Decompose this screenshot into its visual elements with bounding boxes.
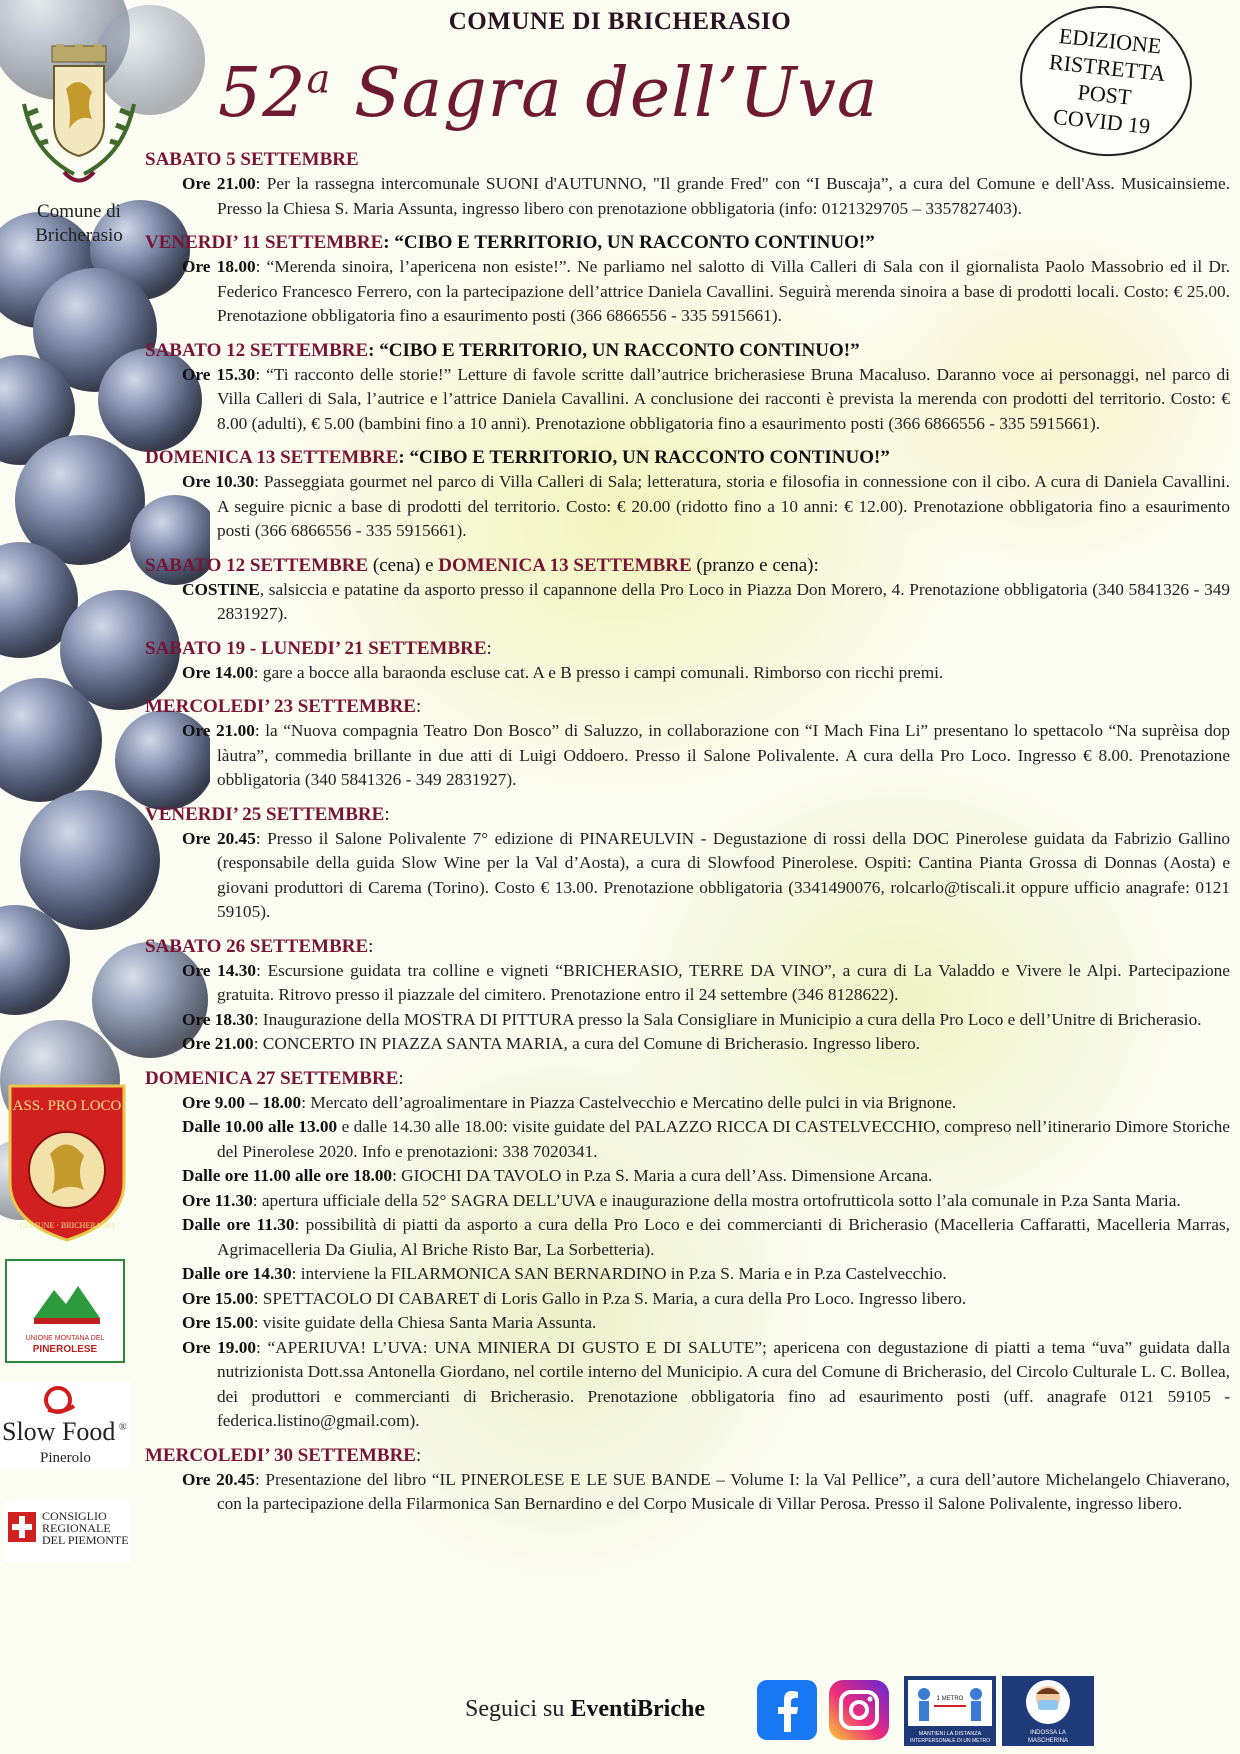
event-item — [147, 363, 1230, 437]
event-day — [145, 935, 1230, 1057]
event-description: : apertura ufficiale della 52° SAGRA DELL’UVA e inaugurazione della mostra ortofrutticola sotto l’ala comunale in P.za Santa Maria. — [252, 1190, 1181, 1210]
event-time: Ore 19.00 — [182, 1337, 257, 1357]
event-item — [147, 1336, 1230, 1434]
event-time: Ore 18.30 — [182, 1009, 254, 1029]
event-day-date: SABATO 19 - LUNEDI’ 21 SETTEMBRE — [145, 637, 487, 659]
event-program — [145, 148, 1230, 1527]
event-item — [147, 1468, 1230, 1517]
event-day-heading — [145, 231, 1230, 255]
event-time: Ore 15.30 — [182, 364, 256, 384]
event-day-note: : — [415, 1444, 422, 1466]
title-number: 52 — [218, 54, 307, 133]
event-day-heading — [145, 446, 1230, 470]
crest-label-line: Bricherasio — [35, 225, 123, 246]
event-item — [147, 255, 1230, 329]
event-day-heading — [145, 1444, 1230, 1468]
event-day-date: DOMENICA 13 SETTEMBRE — [145, 447, 399, 468]
crest-label-line: Comune di — [37, 201, 121, 222]
event-day-date: SABATO 26 SETTEMBRE — [145, 935, 369, 957]
event-day — [145, 1067, 1230, 1434]
proloco-logo — [6, 1082, 128, 1244]
event-day-note: : — [398, 1067, 404, 1089]
event-time: Ore 21.00 — [182, 1034, 254, 1053]
event-description: : visite guidate della Chiesa Santa Maria Assunta. — [253, 1313, 597, 1332]
proloco-logo-text: COMUNE · BRICHERASIO — [19, 1221, 115, 1230]
crest-label — [10, 200, 148, 248]
page-title — [218, 54, 1018, 133]
event-item — [147, 172, 1230, 221]
event-day-note: (pranzo e cena): — [691, 554, 819, 576]
event-day-note: : — [486, 637, 492, 659]
event-time: Dalle ore 11.30 — [182, 1215, 295, 1234]
distance-icon-text: INTERPERSONALE DI UN METRO — [909, 1738, 991, 1744]
event-day — [145, 803, 1230, 925]
event-description: : GIOCHI DA TAVOLO in P.za S. Maria a cura dell’Ass. Dimensione Arcana. — [392, 1166, 933, 1185]
unione-logo-text: PINEROLESE — [32, 1344, 98, 1355]
stamp-line: RISTRETTA — [1048, 49, 1167, 87]
event-item — [147, 1262, 1230, 1287]
event-day-heading — [145, 637, 1230, 661]
unione-montana-logo — [4, 1258, 126, 1364]
title-text: Sagra dell’Uva — [331, 54, 879, 133]
event-time: Ore 20.45 — [182, 1469, 255, 1489]
event-time: Ore 18.00 — [182, 257, 256, 276]
event-description: : SPETTACOLO DI CABARET di Loris Gallo in P.za S. Maria, a cura della Pro Loco. Ingresso libero. — [253, 1288, 967, 1308]
event-item — [147, 1032, 1230, 1057]
event-time: Ore 15.00 — [182, 1288, 254, 1308]
event-day-theme: : “CIBO E TERRITORIO, UN RACCONTO CONTINUO!” — [383, 232, 875, 253]
event-day — [145, 446, 1230, 544]
event-time: Dalle ore 11.00 alle ore 18.00 — [182, 1166, 393, 1185]
event-description: : Inaugurazione della MOSTRA DI PITTURA presso la Sala Consigliare in Municipio a cura della Pro Loco e dell’Unitre di Bricherasio. — [253, 1009, 1202, 1029]
event-day-date: DOMENICA 13 SETTEMBRE — [438, 554, 692, 576]
event-day-heading — [145, 1067, 1230, 1091]
event-item — [147, 661, 1230, 686]
event-day-date: MERCOLEDI’ 23 SETTEMBRE — [145, 696, 416, 717]
follow-us-text — [465, 1696, 705, 1723]
event-day-date: VENERDI’ 25 SETTEMBRE — [145, 803, 385, 825]
facebook-icon[interactable] — [757, 1680, 817, 1740]
event-time: Ore 20.45 — [182, 828, 256, 848]
event-day-note: : — [368, 935, 374, 957]
slowfood-logo-text: Slow Food — [2, 1417, 116, 1446]
event-day-heading — [145, 695, 1230, 719]
event-day-note: : — [384, 803, 390, 825]
event-day-heading — [145, 148, 1230, 172]
event-day — [145, 637, 1230, 686]
event-day-heading — [145, 803, 1230, 827]
event-time: Dalle 10.00 alle 13.00 — [182, 1117, 338, 1136]
event-day-heading — [145, 935, 1230, 959]
event-day-date: SABATO 5 SETTEMBRE — [145, 149, 359, 170]
event-item — [147, 1008, 1230, 1033]
stamp-line: POST — [1076, 79, 1133, 110]
event-description: : gare a bocce alla baraonda escluse cat. A e B presso i campi comunali. Rimborso con ricchi premi. — [253, 662, 944, 682]
event-item — [147, 470, 1230, 544]
mask-icon-text: MASCHERINA — [1027, 1738, 1069, 1744]
event-time: Ore 14.30 — [182, 960, 257, 980]
event-day-theme: : “CIBO E TERRITORIO, UN RACCONTO CONTINUO!” — [368, 339, 860, 361]
mask-icon-text: INDOSSA LA — [1030, 1730, 1066, 1736]
event-day — [145, 695, 1230, 793]
consiglio-logo-text: REGIONALE — [42, 1521, 111, 1535]
event-item — [147, 1213, 1230, 1262]
event-day-date: SABATO 12 SETTEMBRE — [145, 554, 369, 576]
stamp-line: EDIZIONE — [1057, 22, 1163, 59]
event-day-note: (cena) e — [368, 554, 439, 576]
event-time: Ore 10.30 — [182, 472, 255, 491]
consiglio-logo-text: DEL PIEMONTE — [42, 1533, 129, 1547]
event-description: e dalle 14.30 alle 18.00: visite guidate del PALAZZO RICCA DI CASTELVECCHIO, compreso nell’itinerario Dimore Storiche del Pinerolese 2020. Info e prenotazioni: 338 7020341. — [217, 1117, 1230, 1161]
slowfood-logo-text: ® — [119, 1422, 127, 1433]
event-day — [145, 1444, 1230, 1517]
event-day — [145, 339, 1230, 437]
comune-header: COMUNE DI BRICHERASIO — [448, 8, 792, 35]
distance-icon — [904, 1676, 996, 1746]
event-item — [147, 1164, 1230, 1189]
event-time: Ore 21.00 — [182, 174, 256, 193]
event-item — [147, 578, 1230, 627]
proloco-logo-text: ASS. PRO LOCO — [12, 1098, 122, 1114]
event-time: Ore 21.00 — [182, 721, 255, 740]
comune-crest-logo — [14, 44, 144, 194]
event-time: Ore 14.00 — [182, 662, 254, 682]
event-day-theme: : “CIBO E TERRITORIO, UN RACCONTO CONTINUO!” — [398, 447, 890, 468]
event-time: Ore 9.00 – 18.00 — [182, 1092, 302, 1112]
event-description: : interviene la FILARMONICA SAN BERNARDINO in P.za S. Maria e in P.za Castelvecchio. — [291, 1264, 947, 1283]
event-time: Dalle ore 14.30 — [182, 1264, 292, 1283]
event-time: COSTINE — [182, 579, 260, 599]
event-day — [145, 148, 1230, 221]
event-day-heading — [145, 554, 1230, 578]
event-description: : “Ti racconto delle storie!” Letture di favole scritte dall’autrice bricherasiese Bruna Macaluso. Daranno voce ai personaggi, nel parco di Villa Calleri di Sala, l’autrice e l’attrice Daniela Cavallini. A conclusione dei racconti è prevista la merenda con prodotti del territorio. Costo: € 8.00 (adulti), € 5.00 (bambini fino a 10 anni). Prenotazione obbligatoria fino a esaurimento posti (366 6866556 - 335 5915661). — [217, 364, 1230, 433]
consiglio-regionale-logo — [4, 1500, 130, 1562]
event-description: : CONCERTO IN PIAZZA SANTA MARIA, a cura del Comune di Bricherasio. Ingresso libero. — [253, 1034, 921, 1053]
event-day-date: MERCOLEDI’ 30 SETTEMBRE — [145, 1444, 416, 1466]
instagram-icon[interactable] — [829, 1680, 889, 1740]
event-item — [147, 1115, 1230, 1164]
event-time: Ore 15.00 — [182, 1313, 254, 1332]
event-description: : Passeggiata gourmet nel parco di Villa Calleri di Sala; letteratura, storia e filosofia in connessione con il cibo. A cura di Daniela Cavallini. A seguire picnic a base di prodotti del territorio. Costo: € 20.00 (ridotto fino a 10 anni: € 12.00). Prenotazione obbligatoria fino a esaurimento posti (366 6866556 - 335 5915661). — [217, 472, 1230, 540]
unione-logo-text: UNIONE MONTANA DEL — [25, 1335, 105, 1342]
event-item — [147, 1091, 1230, 1116]
event-item — [147, 1311, 1230, 1336]
event-time: Ore 11.30 — [182, 1190, 253, 1210]
event-description: , salsiccia e patatine da asporto presso il capannone della Pro Loco in Piazza Don Morero, 4. Prenotazione obbligatoria (340 5841326 - 349 2831927). — [217, 579, 1230, 623]
event-description: : la “Nuova compagnia Teatro Don Bosco” di Saluzzo, in collaborazione con “I Mach Fina Li” presentano lo spettacolo “Na suprèisa dop làutra”, commedia brillante in due atti di Luigi Oddoero. Presso il Salone Polivalente. A cura della Pro Loco. Ingresso € 8.00. Prenotazione obbligatoria (340 5841326 - 349 2831927). — [217, 721, 1230, 789]
consiglio-logo-text: CONSIGLIO — [42, 1509, 107, 1523]
event-item — [147, 827, 1230, 925]
slowfood-logo — [0, 1382, 130, 1468]
distance-icon-text: 1 METRO — [936, 1696, 964, 1702]
event-day-heading — [145, 339, 1230, 363]
event-item — [147, 719, 1230, 793]
event-day-date: SABATO 12 SETTEMBRE — [145, 339, 369, 361]
event-description: : Per la rassegna intercomunale SUONI d'AUTUNNO, "Il grande Fred" con “I Buscaja”, a cura del Comune e dell'Ass. Musicainsieme. Presso la Chiesa S. Maria Assunta, ingresso libero con prenotazione obbligatoria (info: 0121329705 – 3357827403). — [217, 174, 1230, 218]
slowfood-logo-text: Pinerolo — [40, 1450, 91, 1466]
event-description: : Mercato dell’agroalimentare in Piazza Castelvecchio e Mercatino delle pulci in via Brignone. — [301, 1092, 957, 1112]
event-description: : “Merenda sinoira, l’apericena non esiste!”. Ne parliamo nel salotto di Villa Calleri di Sala con il giornalista Paolo Massobrio ed il Dr. Federico Francesco Ferrero, con la partecipazione dell’attrice Daniela Cavallini. Seguirà merenda sinoira a base di prodotti locali. Costo: € 25.00. Prenotazione obbligatoria fino a esaurimento posti (366 6866556 - 335 5915661). — [217, 257, 1230, 325]
follow-us-label: Seguici su — [465, 1696, 571, 1722]
stamp-line: COVID 19 — [1052, 103, 1152, 139]
event-item — [147, 1287, 1230, 1312]
event-description: : Presentazione del libro “IL PINEROLESE E LE SUE BANDE – Volume I: la Val Pellice”, a cura dell’autore Michelangelo Chiaverano, con la partecipazione della Filarmonica San Bernardino e del Corpo Musicale di Villar Perosa. Presso il Salone Polivalente, ingresso libero. — [217, 1469, 1230, 1513]
event-description: : Escursione guidata tra colline e vigneti “BRICHERASIO, TERRE DA VINO”, a cura di La Valaddo e Vivere le Alpi. Partecipazione gratuita. Ritrovo presso il piazzale del cimitero. Prenotazione entro il 24 settembre (346 8128622). — [217, 960, 1230, 1004]
follow-us-handle: EventiBriche — [570, 1696, 705, 1722]
event-description: : “APERIUVA! L’UVA: UNA MINIERA DI GUSTO E DI SALUTE”; apericena con degustazione di piatti a tema “uva” guidata dalla nutrizionista Dott.ssa Antonella Giordano, nel cortile interno del Municipio. A cura del Comune di Bricherasio, del Circolo Culturale L. C. Bollea, dei produttori e commercianti di Bricherasio. Prenotazione obbligatoria fino ad esaurimento posti (uff. anagrafe 0121 59105 - federica.listino@gmail.com). — [217, 1337, 1230, 1430]
event-day-date: DOMENICA 27 SETTEMBRE — [145, 1067, 399, 1089]
event-description: : possibilità di piatti da asporto a cura della Pro Loco e dei commercianti di Bricherasio (Macelleria Caffaratti, Macelleria Marras, Agrimacelleria Da Giulia, Al Briche Risto Bar, La Sorbetteria). — [217, 1215, 1230, 1259]
title-ordinal: a — [306, 56, 332, 103]
event-description: : Presso il Salone Polivalente 7° edizione di PINAREULVIN - Degustazione di rossi della DOC Pinerolese guidata da Fabrizio Gallino (responsabile della guida Slow Wine per la Val d’Aosta), a cura di Slowfood Pinerolese. Ospiti: Cantina Pianta Grossa di Donnas (Aosta) e giovani produttori di Carema (Torino). Costo € 13.00. Prenotazione obbligatoria (3341490076, rolcarlo@tiscali.it oppure ufficio anagrafe: 0121 59105). — [217, 828, 1230, 921]
event-day-date: VENERDI’ 11 SETTEMBRE — [145, 232, 384, 253]
distance-icon-text: MANTIENI LA DISTANZA — [918, 1731, 982, 1737]
event-item — [147, 959, 1230, 1008]
event-day — [145, 554, 1230, 627]
event-day — [145, 231, 1230, 329]
event-day-note: : — [415, 696, 422, 717]
mask-icon — [1002, 1676, 1094, 1746]
event-item — [147, 1189, 1230, 1214]
